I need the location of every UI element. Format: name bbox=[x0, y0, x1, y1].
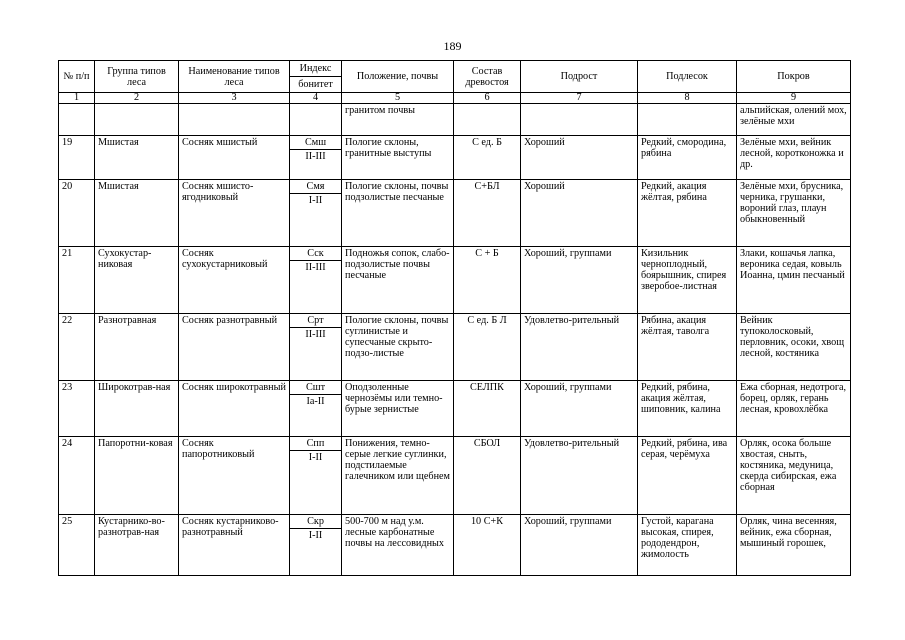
column-number: 5 bbox=[342, 93, 454, 104]
group-cell: Кустарнико-во-разнотрав-ная bbox=[95, 515, 179, 576]
cover-cell: Орляк, чина весенняя, вейник, ежа сборная, мышиный горошек, bbox=[737, 515, 851, 576]
undergrowth-cell: Хороший bbox=[521, 180, 638, 247]
header-cover: Покров bbox=[737, 61, 851, 93]
shrubs-cell: Редкий, рябина, ива серая, черёмуха bbox=[638, 437, 737, 515]
table-row bbox=[59, 381, 851, 395]
header-composition: Состав древостоя bbox=[454, 61, 521, 93]
forest-type-name: Сосняк широкотравный bbox=[179, 381, 290, 437]
group-cell: Мшистая bbox=[95, 180, 179, 247]
row-number: 19 bbox=[59, 136, 95, 180]
cover-cell: альпийская, олений мох, зелёные мхи bbox=[737, 104, 851, 136]
shrubs-cell: Рябина, акация жёлтая, таволга bbox=[638, 314, 737, 381]
undergrowth-cell: Хороший, группами bbox=[521, 381, 638, 437]
shrubs-cell: Густой, карагана высокая, спирея, рододендрон, жимолость bbox=[638, 515, 737, 576]
header-num: № п/п bbox=[59, 61, 95, 93]
empty-cell bbox=[290, 104, 342, 136]
column-numbers-row bbox=[59, 93, 851, 104]
forest-type-name: Сосняк мшисто-ягодниковый bbox=[179, 180, 290, 247]
cover-cell: Ежа сборная, недотрога, борец, орляк, герань лесная, кровохлёбка bbox=[737, 381, 851, 437]
row-number: 23 bbox=[59, 381, 95, 437]
shrubs-cell: Редкий, рябина, акация жёлтая, шиповник, калина bbox=[638, 381, 737, 437]
table-body bbox=[59, 136, 851, 576]
position-cell: Пологие склоны, гранитные выступы bbox=[342, 136, 454, 180]
bonitet-cell: I-II bbox=[290, 529, 342, 576]
group-cell: Разнотравная bbox=[95, 314, 179, 381]
table-row bbox=[59, 180, 851, 194]
shrubs-cell: Кизильник черноплодный, боярышник, спирея зверобое-листная bbox=[638, 247, 737, 314]
shrubs-cell: Редкий, смородина, рябина bbox=[638, 136, 737, 180]
group-cell: Широкотрав-ная bbox=[95, 381, 179, 437]
index-cell: Скр bbox=[290, 515, 342, 529]
row-number: 22 bbox=[59, 314, 95, 381]
row-number: 21 bbox=[59, 247, 95, 314]
row-number: 25 bbox=[59, 515, 95, 576]
bonitet-cell: II-III bbox=[290, 328, 342, 381]
composition-cell: С ед. Б bbox=[454, 136, 521, 180]
header-bonitet: бонитет bbox=[290, 77, 342, 93]
table-row bbox=[59, 247, 851, 261]
cover-cell: Орляк, осока больше хвостая, сныть, костяника, медуница, скерда сибирская, ежа сборная bbox=[737, 437, 851, 515]
position-cell: Пологие склоны, почвы суглинистые и супесчаные скрыто-подзо-листые bbox=[342, 314, 454, 381]
header-index: Индекс bbox=[290, 61, 342, 77]
forest-type-name: Сосняк кустарниково-разнотравный bbox=[179, 515, 290, 576]
group-cell: Папоротни-ковая bbox=[95, 437, 179, 515]
cover-cell: Зелёные мхи, брусника, черника, грушанки, вороний глаз, плаун обыкновенный bbox=[737, 180, 851, 247]
cover-cell: Зелёные мхи, вейник лесной, коротконожка и др. bbox=[737, 136, 851, 180]
bonitet-cell: II-III bbox=[290, 261, 342, 314]
shrubs-cell: Редкий, акация жёлтая, рябина bbox=[638, 180, 737, 247]
cover-cell: Вейник тупоколосковый, перловник, осоки, хвощ лесной, костяника bbox=[737, 314, 851, 381]
index-cell: Смя bbox=[290, 180, 342, 194]
index-cell: Сск bbox=[290, 247, 342, 261]
position-cell: Подножья сопок, слабо-подзолистые почвы песчаные bbox=[342, 247, 454, 314]
composition-cell: С+БЛ bbox=[454, 180, 521, 247]
index-cell: Сшт bbox=[290, 381, 342, 395]
header-name: Наименование типов леса bbox=[179, 61, 290, 93]
empty-cell bbox=[59, 104, 95, 136]
column-number: 9 bbox=[737, 93, 851, 104]
table-row bbox=[59, 515, 851, 529]
header-row bbox=[59, 61, 851, 77]
group-cell: Мшистая bbox=[95, 136, 179, 180]
empty-cell bbox=[521, 104, 638, 136]
header-position: Положение, почвы bbox=[342, 61, 454, 93]
empty-cell bbox=[638, 104, 737, 136]
bonitet-cell: I-II bbox=[290, 451, 342, 515]
empty-cell bbox=[454, 104, 521, 136]
position-cell: гранитом почвы bbox=[342, 104, 454, 136]
empty-cell bbox=[179, 104, 290, 136]
forest-type-name: Сосняк папоротниковый bbox=[179, 437, 290, 515]
position-cell: Оподзоленные чернозёмы или темно-бурые зернистые bbox=[342, 381, 454, 437]
cover-cell: Злаки, кошачья лапка, вероника седая, ковыль Иоанна, цмин песчаный bbox=[737, 247, 851, 314]
table-row bbox=[59, 437, 851, 451]
forest-types-table bbox=[58, 60, 851, 576]
header-group: Группа типов леса bbox=[95, 61, 179, 93]
row-number: 24 bbox=[59, 437, 95, 515]
header-undergrowth: Подрост bbox=[521, 61, 638, 93]
empty-cell bbox=[95, 104, 179, 136]
bonitet-cell: Ia-II bbox=[290, 395, 342, 437]
column-number: 8 bbox=[638, 93, 737, 104]
column-number: 4 bbox=[290, 93, 342, 104]
position-cell: Понижения, темно-серые легкие суглинки, подстилаемые галечником или щебнем bbox=[342, 437, 454, 515]
forest-type-name: Сосняк сухокустарниковый bbox=[179, 247, 290, 314]
bonitet-cell: II-III bbox=[290, 150, 342, 180]
undergrowth-cell: Удовлетво-рительный bbox=[521, 437, 638, 515]
row-number: 20 bbox=[59, 180, 95, 247]
page-number: 189 bbox=[443, 39, 462, 53]
column-number: 7 bbox=[521, 93, 638, 104]
column-number: 2 bbox=[95, 93, 179, 104]
header-shrubs: Подлесок bbox=[638, 61, 737, 93]
undergrowth-cell: Хороший, группами bbox=[521, 515, 638, 576]
undergrowth-cell: Хороший bbox=[521, 136, 638, 180]
table-row bbox=[59, 136, 851, 150]
undergrowth-cell: Хороший, группами bbox=[521, 247, 638, 314]
composition-cell: С + Б bbox=[454, 247, 521, 314]
composition-cell: СЕЛПК bbox=[454, 381, 521, 437]
table-row bbox=[59, 314, 851, 328]
composition-cell: С ед. Б Л bbox=[454, 314, 521, 381]
index-cell: Спп bbox=[290, 437, 342, 451]
group-cell: Сухокустар-никовая bbox=[95, 247, 179, 314]
index-cell: Срт bbox=[290, 314, 342, 328]
forest-type-name: Сосняк разнотравный bbox=[179, 314, 290, 381]
position-cell: 500-700 м над у.м. лесные карбонатные почвы на лессовидных bbox=[342, 515, 454, 576]
undergrowth-cell: Удовлетво-рительный bbox=[521, 314, 638, 381]
column-number: 6 bbox=[454, 93, 521, 104]
forest-type-name: Сосняк мшистый bbox=[179, 136, 290, 180]
index-cell: Смш bbox=[290, 136, 342, 150]
composition-cell: 10 С+К bbox=[454, 515, 521, 576]
column-number: 3 bbox=[179, 93, 290, 104]
column-number: 1 bbox=[59, 93, 95, 104]
position-cell: Пологие склоны, почвы подзолистые песчаные bbox=[342, 180, 454, 247]
bonitet-cell: I-II bbox=[290, 194, 342, 247]
continuation-row bbox=[59, 104, 851, 136]
composition-cell: СБОЛ bbox=[454, 437, 521, 515]
